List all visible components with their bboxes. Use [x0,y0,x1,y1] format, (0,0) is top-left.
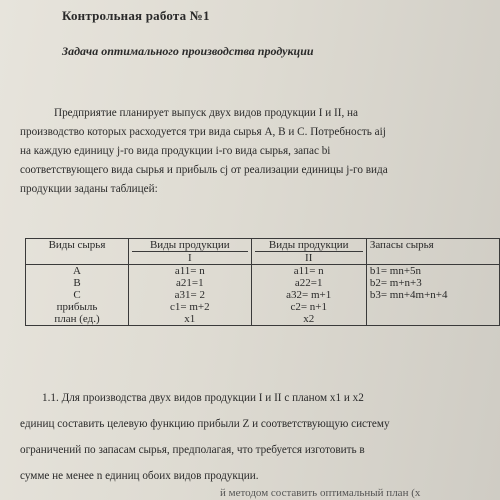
table-cell: B [73,277,81,289]
task-line: сумме не менее n единиц обоих видов продукции. [20,470,259,482]
intro-line: соответствующего вида сырья и прибыль cj от реализации единицы j-го вида [20,164,388,176]
table-cell: прибыль [56,301,98,313]
cut-off-line: й методом составить оптимальный план (x [220,487,421,499]
task-heading: Задача оптимального производства продукции [62,44,314,58]
table-cell: b1= mn+5n [369,265,422,277]
table-cell: c1= m+2 [169,301,210,313]
production-table [25,238,500,326]
intro-line: производство которых расходуется три вида сырья A, B и C. Потребность aij [20,126,386,138]
table-cell: b2= m+n+3 [369,277,422,289]
table-cell: a32= m+1 [286,289,332,301]
table-cell: a31= 2 [174,289,205,301]
task-line: 1.1. Для производства двух видов продукции I и II с планом x1 и x2 [42,392,364,404]
header-stock: Запасы сырья [366,239,499,265]
column-product-1 [128,265,251,326]
table-cell: x1 [184,313,196,325]
table-cell: b3= mn+4m+n+4 [369,289,448,301]
table-cell: a22=1 [294,277,323,289]
header-product-2-sub: II [255,251,363,264]
header-product-1-label: Виды продукции [149,239,230,251]
table-row [26,265,500,326]
header-product-1-sub: I [132,251,248,264]
table-cell [367,301,499,313]
header-raw: Виды сырья [26,239,129,265]
intro-line: на каждую единицу j-го вида продукции i-го вида сырья, запас bi [20,145,331,157]
table-cell: a11= n [293,265,324,277]
table-cell: план (ед.) [54,313,100,325]
page-title: Контрольная работа №1 [62,8,210,23]
task-line: единиц составить целевую функцию прибыли Z и соответствующую систему [20,418,390,430]
table-cell: c2= n+1 [290,301,327,313]
column-product-2 [251,265,366,326]
column-raw [26,265,129,326]
table-cell: A [73,265,81,277]
header-product-2-label: Виды продукции [268,239,349,251]
task-line: ограничений по запасам сырья, предполагая, что требуется изготовить в [20,444,365,456]
header-product-1 [128,239,251,265]
table-cell [367,313,499,325]
table-cell: a21=1 [176,277,204,289]
column-stock [366,265,499,326]
header-product-2 [251,239,366,265]
table-cell: a11= n [174,265,205,277]
intro-line: продукции заданы таблицей: [20,183,158,195]
intro-paragraph [20,104,475,199]
intro-line: Предприятие планирует выпуск двух видов продукции I и II, на [54,107,359,119]
table-cell: C [73,289,81,301]
table-cell: x2 [303,313,315,325]
task-paragraph [20,385,480,489]
